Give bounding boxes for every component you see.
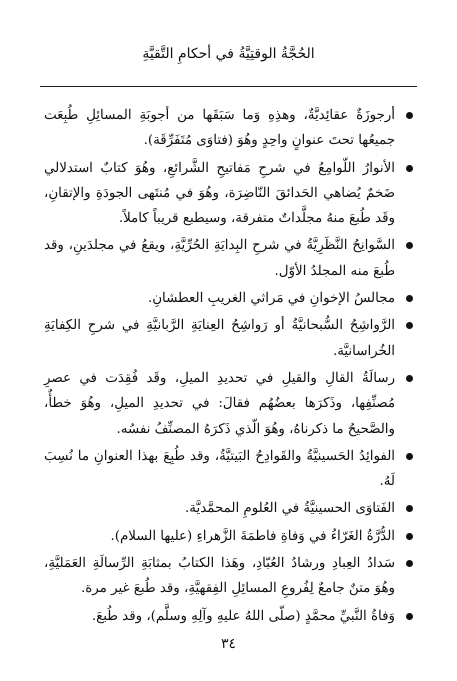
list-item (44, 156, 413, 232)
bullet-icon (406, 533, 413, 540)
list-item (44, 496, 413, 521)
list-item-text: رسالَةُ القالِ والقيلِ في تحديدِ الميلِ، وقَد فُقِدَت في عصرِ مُصنِّفِها، وذَكرَها بعضُهُم فقالَ: في تحديدِ الميلِ، وهُوَ خطأٌ، والصَّحيحُ ما ذكرناهُ، وهُوَ الّذي ذَكرَهُ المصنِّفُ نفسُه. (44, 370, 395, 437)
list-item-text: الفَتاوَى الحسينيَّةُ في العُلومِ المحمَّديَّة. (185, 501, 395, 517)
bullet-icon (406, 613, 413, 620)
list-item (44, 444, 413, 495)
list-item (44, 103, 413, 154)
list-item (44, 551, 413, 602)
bullet-icon (406, 560, 413, 567)
running-title: الحُجَّةُ الوقتِيَّةُ في أحكامِ التَّقيَّةِ (142, 46, 315, 62)
bullet-icon (406, 375, 413, 382)
list-item-text: مجالسُ الإخوانِ في مَراثي الغريبِ العطشانِ. (147, 291, 395, 307)
list-item (44, 604, 413, 629)
list-item-text: الفوائِدُ الحَسينيَّةُ والقَوادِحُ البَيتيَّةُ، وقد طُبِعَ بهذا العنوانِ ما نُسِبَ لَهُ. (44, 448, 395, 490)
list-item (44, 524, 413, 549)
list-item-text: الرَّواشِحُ السُّبحانيَّةُ أو رَواشِحُ العِنايَةِ الرَّبانيَّةِ في شرحِ الكِفايَةِ الخُراسانيَّة. (44, 318, 395, 359)
bullet-icon (406, 242, 413, 249)
list-item (44, 233, 413, 284)
bullet-icon (406, 505, 413, 512)
list-item-text: السَّوانِحُ النَّظَرِيَّةُ في شرحِ البِدايَةِ الحُرِّيَّةِ، ويقعُ في مجلدَينِ، وقد طُبعَ منه المجلدُ الأوّل. (44, 238, 395, 279)
page-number: ٣٤ (220, 636, 237, 652)
list-item-text: أرجوزَةٌ عقائِديَّةٌ، وهذِهِ وَما سَبَقَها من أجوبَةِ المسائِلِ طُبِعَت جميعُها تحتَ عنوانٍ واحِدٍ وهُوَ (فتاوَى مُتَفَرِّقَة). (44, 108, 395, 149)
list-item-text: سَدادُ العِبادِ ورشادُ العُبّادِ، وهَذا الكتابُ بمثابَةِ الرِّسالَةِ العَمَليَّةِ، وهُوَ متنٌ جامعٌ لِفُروعِ المسائِلِ الفِقهيَّةِ، وقد طُبعَ غير مرة. (44, 556, 395, 597)
list-item-text: وَفاةُ النَّبيِّ محمَّدٍ (صلّى اللهُ عليهِ وآلِهِ وسلَّم)، وقد طُبعَ. (91, 608, 395, 624)
bullet-icon (406, 322, 413, 329)
header-rule (40, 86, 417, 87)
list-item (44, 366, 413, 442)
list-item-text: الأنوارُ اللّوامِعُ في شرحِ مَفاتيحِ الشَّرائعِ، وهُوَ كتابٌ استدلالي ضَخمٌ يُضاهي الحَدائقَ النّاضِرَة، وهُوَ في مُنتَهى الجودَةِ والإتقانِ، وقَد طُبعَ منهُ مجلَّداتٌ متفرقة، وسيطبع قريباً كاملاً. (44, 160, 395, 227)
list-item (44, 286, 413, 311)
bullet-list (44, 103, 413, 629)
bullet-icon (406, 165, 413, 172)
bullet-icon (406, 295, 413, 302)
list-item (44, 313, 413, 364)
bullet-icon (406, 112, 413, 119)
bullet-icon (406, 453, 413, 460)
list-item-text: الدُّرَّةُ الغَرّاءُ في وَفاةِ فاطمَةَ الزَّهراءِ (عليها السلام). (110, 528, 395, 544)
